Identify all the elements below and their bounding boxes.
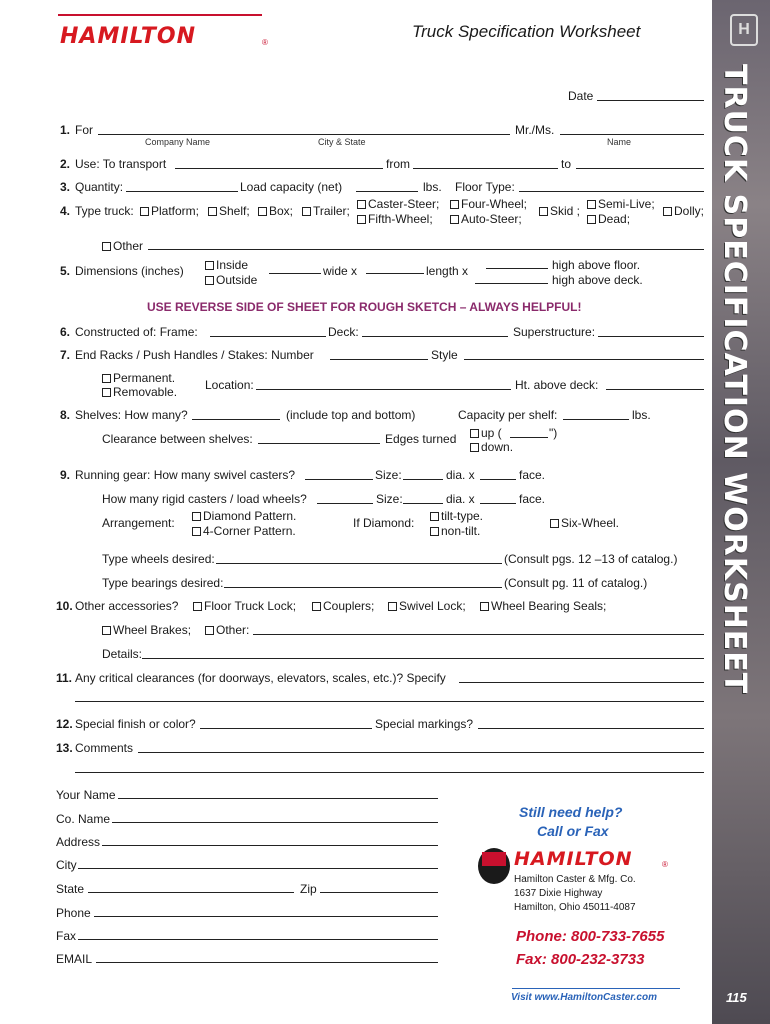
company-hint: Company Name bbox=[145, 137, 211, 147]
couplers-checkbox[interactable] bbox=[312, 602, 321, 611]
rigid-size-label: Size: bbox=[376, 492, 403, 506]
arrangement-label: Arrangement: bbox=[102, 516, 175, 530]
deck-height-label: high above deck. bbox=[552, 273, 643, 287]
height-floor-field[interactable] bbox=[486, 268, 548, 269]
frame-field[interactable] bbox=[210, 336, 326, 337]
six-wheel-checkbox[interactable] bbox=[550, 519, 559, 528]
zip-field[interactable] bbox=[320, 892, 438, 893]
inside-option[interactable]: Inside bbox=[205, 258, 248, 272]
couplers-option[interactable]: Couplers; bbox=[312, 599, 374, 613]
phone-label: Phone bbox=[56, 906, 91, 920]
co-name-field[interactable] bbox=[112, 822, 438, 823]
q12-number: 12. bbox=[56, 717, 73, 731]
fax-label: Fax bbox=[56, 929, 77, 943]
date-field[interactable] bbox=[597, 100, 704, 101]
from-label: from bbox=[386, 157, 410, 171]
sidebar-banner bbox=[712, 0, 770, 1024]
bearings-label: Type bearings desired: bbox=[102, 576, 224, 590]
q10-number: 10. bbox=[56, 599, 73, 613]
location-field[interactable] bbox=[256, 389, 511, 390]
help-logo: HAMILTON bbox=[514, 848, 633, 870]
rigid-face-field[interactable] bbox=[480, 503, 516, 504]
other-truck-checkbox[interactable] bbox=[102, 242, 111, 251]
type-truck-label: Type truck: bbox=[75, 204, 134, 218]
q9-number: 9. bbox=[60, 468, 71, 482]
q1-label: For bbox=[75, 123, 93, 137]
comments-field[interactable] bbox=[138, 752, 704, 753]
edges-down-option[interactable]: down. bbox=[470, 440, 513, 454]
platform-checkbox[interactable] bbox=[140, 207, 149, 216]
other-truck-option[interactable]: Other bbox=[102, 239, 143, 253]
nontilt-option[interactable]: non-tilt. bbox=[430, 524, 480, 538]
header-rule bbox=[58, 14, 262, 16]
superstructure-label: Superstructure: bbox=[513, 325, 596, 339]
swivel-face-field[interactable] bbox=[480, 479, 516, 480]
other-acc-checkbox[interactable] bbox=[205, 626, 214, 635]
trailer-option[interactable]: Trailer; bbox=[302, 204, 350, 218]
hamilton-logo: HAMILTON bbox=[60, 24, 197, 49]
shelves-label: Shelves: How many? bbox=[75, 408, 188, 422]
company-street: 1637 Dixie Highway bbox=[514, 888, 603, 899]
page-title: Truck Specification Worksheet bbox=[412, 22, 641, 41]
dolly-checkbox[interactable] bbox=[663, 207, 672, 216]
ht-deck-label: Ht. above deck: bbox=[515, 378, 599, 392]
ht-deck-field[interactable] bbox=[606, 389, 704, 390]
outside-option[interactable]: Outside bbox=[205, 273, 257, 287]
help-line2: Call or Fax bbox=[537, 823, 609, 839]
location-label: Location: bbox=[205, 378, 254, 392]
edges-up-checkbox[interactable] bbox=[470, 429, 479, 438]
floor-field[interactable] bbox=[519, 191, 704, 192]
quantity-label: Quantity: bbox=[75, 180, 124, 194]
swivel-face-label: face. bbox=[519, 468, 546, 482]
rigid-size-field[interactable] bbox=[403, 503, 443, 504]
help-line1: Still need help? bbox=[519, 804, 623, 820]
floor-lock-checkbox[interactable] bbox=[193, 602, 202, 611]
shelf-checkbox[interactable] bbox=[208, 207, 217, 216]
swivel-size-field[interactable] bbox=[403, 479, 443, 480]
floor-label: Floor Type: bbox=[455, 180, 515, 194]
phone-field[interactable] bbox=[94, 916, 438, 917]
floor-height-label: high above floor. bbox=[552, 258, 641, 272]
fax-number: Fax: 800-232-3733 bbox=[516, 951, 645, 968]
capacity-field[interactable] bbox=[563, 419, 629, 420]
four-wheel-checkbox[interactable] bbox=[450, 200, 459, 209]
to-field[interactable] bbox=[576, 168, 704, 169]
dolly-option[interactable]: Dolly; bbox=[663, 204, 704, 218]
bearings-ref: (Consult pg. 11 of catalog.) bbox=[504, 576, 648, 590]
transport-field[interactable] bbox=[175, 168, 383, 169]
wheels-field[interactable] bbox=[216, 563, 502, 564]
zip-label: Zip bbox=[300, 882, 317, 896]
phone-number: Phone: 800-733-7655 bbox=[516, 928, 665, 945]
clearances-label: Any critical clearances (for doorways, elevators, scales, etc.)? Specify bbox=[75, 671, 446, 685]
caster-steer-checkbox[interactable] bbox=[357, 200, 366, 209]
hamilton-wheel-icon bbox=[478, 848, 510, 884]
four-wheel-option[interactable]: Four-Wheel; bbox=[450, 197, 527, 211]
markings-field[interactable] bbox=[478, 728, 704, 729]
shelf-option[interactable]: Shelf; bbox=[208, 204, 250, 218]
help-registered-mark: ® bbox=[662, 860, 668, 869]
corner-checkbox[interactable] bbox=[192, 527, 201, 536]
edges-up-close: ") bbox=[549, 426, 558, 440]
permanent-checkbox[interactable] bbox=[102, 374, 111, 383]
sketch-notice: USE REVERSE SIDE OF SHEET FOR ROUGH SKETCH – ALWAYS HELPFUL! bbox=[147, 300, 582, 314]
clearance-label: Clearance between shelves: bbox=[102, 432, 253, 446]
dead-option[interactable]: Dead; bbox=[587, 212, 630, 226]
platform-option[interactable]: Platform; bbox=[140, 204, 199, 218]
details-label: Details: bbox=[102, 647, 143, 661]
style-label: Style bbox=[431, 348, 458, 362]
sidebar-title: TRUCK SPECIFICATION WORKSHEET bbox=[717, 64, 752, 695]
wheels-label: Type wheels desired: bbox=[102, 552, 215, 566]
number-field[interactable] bbox=[330, 359, 428, 360]
diamond-option[interactable]: Diamond Pattern. bbox=[192, 509, 296, 523]
city-hint: City & State bbox=[318, 137, 366, 147]
clearances-field-2[interactable] bbox=[75, 701, 704, 702]
seals-checkbox[interactable] bbox=[480, 602, 489, 611]
deck-field[interactable] bbox=[362, 336, 508, 337]
if-diamond-label: If Diamond: bbox=[353, 516, 415, 530]
address-field[interactable] bbox=[102, 845, 438, 846]
other-acc-option[interactable]: Other: bbox=[205, 623, 249, 637]
state-field[interactable] bbox=[88, 892, 294, 893]
dimensions-label: Dimensions (inches) bbox=[75, 264, 184, 278]
city-field[interactable] bbox=[78, 868, 438, 869]
q2-number: 2. bbox=[60, 157, 71, 171]
nontilt-checkbox[interactable] bbox=[430, 527, 439, 536]
to-label: to bbox=[561, 157, 572, 171]
dead-checkbox[interactable] bbox=[587, 215, 596, 224]
box-checkbox[interactable] bbox=[258, 207, 267, 216]
load-field[interactable] bbox=[356, 191, 418, 192]
mrms-label: Mr./Ms. bbox=[515, 123, 555, 137]
company-city: Hamilton, Ohio 45011-4087 bbox=[514, 902, 636, 913]
wheels-ref: (Consult pgs. 12 –13 of catalog.) bbox=[504, 552, 678, 566]
height-deck-field[interactable] bbox=[475, 283, 548, 284]
swivel-label: Running gear: How many swivel casters? bbox=[75, 468, 296, 482]
your-name-label: Your Name bbox=[56, 788, 116, 802]
comments-label: Comments bbox=[75, 741, 134, 755]
co-name-label: Co. Name bbox=[56, 812, 111, 826]
q11-number: 11. bbox=[56, 671, 73, 685]
semi-live-option[interactable]: Semi-Live; bbox=[587, 197, 655, 211]
email-label: EMAIL bbox=[56, 952, 93, 966]
removable-checkbox[interactable] bbox=[102, 388, 111, 397]
other-acc-field[interactable] bbox=[253, 634, 704, 635]
semi-live-checkbox[interactable] bbox=[587, 200, 596, 209]
inside-checkbox[interactable] bbox=[205, 261, 214, 270]
markings-label: Special markings? bbox=[375, 717, 474, 731]
auto-steer-option[interactable]: Auto-Steer; bbox=[450, 212, 522, 226]
q2-label: Use: To transport bbox=[75, 157, 167, 171]
frame-label: Constructed of: Frame: bbox=[75, 325, 198, 339]
city-label: City bbox=[56, 858, 77, 872]
permanent-option[interactable]: Permanent. bbox=[102, 371, 175, 385]
seals-option[interactable]: Wheel Bearing Seals; bbox=[480, 599, 606, 613]
six-wheel-option[interactable]: Six-Wheel. bbox=[550, 516, 619, 530]
edges-up-field[interactable] bbox=[510, 437, 548, 438]
lbs-label: lbs. bbox=[423, 180, 442, 194]
tilt-option[interactable]: tilt-type. bbox=[430, 509, 483, 523]
rigid-face-label: face. bbox=[519, 492, 546, 506]
q8-number: 8. bbox=[60, 408, 71, 422]
state-label: State bbox=[56, 882, 85, 896]
brakes-option[interactable]: Wheel Brakes; bbox=[102, 623, 191, 637]
capacity-label: Capacity per shelf: bbox=[458, 408, 558, 422]
edges-label: Edges turned bbox=[385, 432, 457, 446]
fifth-wheel-checkbox[interactable] bbox=[357, 215, 366, 224]
brakes-checkbox[interactable] bbox=[102, 626, 111, 635]
registered-mark: ® bbox=[262, 38, 268, 47]
tilt-checkbox[interactable] bbox=[430, 512, 439, 521]
your-name-field[interactable] bbox=[118, 798, 438, 799]
address-label: Address bbox=[56, 835, 101, 849]
comments-field-2[interactable] bbox=[75, 772, 704, 773]
details-field[interactable] bbox=[142, 658, 704, 659]
capacity-lbs: lbs. bbox=[632, 408, 651, 422]
web-rule bbox=[512, 988, 680, 989]
skid-option[interactable]: Skid ; bbox=[539, 204, 580, 218]
other-truck-field[interactable] bbox=[148, 249, 704, 250]
finish-field[interactable] bbox=[200, 728, 372, 729]
q3-number: 3. bbox=[60, 180, 71, 194]
superstructure-field[interactable] bbox=[598, 336, 704, 337]
fax-field[interactable] bbox=[78, 939, 438, 940]
length-field[interactable] bbox=[366, 273, 424, 274]
q5-number: 5. bbox=[60, 264, 71, 278]
quantity-field[interactable] bbox=[126, 191, 238, 192]
swivel-lock-checkbox[interactable] bbox=[388, 602, 397, 611]
contact-name-field[interactable] bbox=[560, 134, 704, 135]
style-field[interactable] bbox=[464, 359, 704, 360]
deck-label: Deck: bbox=[328, 325, 359, 339]
q4-number: 4. bbox=[60, 204, 71, 218]
removable-option[interactable]: Removable. bbox=[102, 385, 177, 399]
auto-steer-checkbox[interactable] bbox=[450, 215, 459, 224]
hamilton-emblem-icon: H bbox=[730, 14, 758, 46]
include-note: (include top and bottom) bbox=[286, 408, 416, 422]
shelves-field[interactable] bbox=[192, 419, 280, 420]
skid-checkbox[interactable] bbox=[539, 207, 548, 216]
q13-number: 13. bbox=[56, 741, 73, 755]
swivel-dia-label: dia. x bbox=[446, 468, 475, 482]
wide-field[interactable] bbox=[269, 273, 321, 274]
fifth-wheel-option[interactable]: Fifth-Wheel; bbox=[357, 212, 433, 226]
swivel-count-field[interactable] bbox=[305, 479, 373, 480]
date-label: Date bbox=[568, 89, 594, 103]
end-racks-label: End Racks / Push Handles / Stakes: Number bbox=[75, 348, 314, 362]
outside-checkbox[interactable] bbox=[205, 276, 214, 285]
trailer-checkbox[interactable] bbox=[302, 207, 311, 216]
edges-down-checkbox[interactable] bbox=[470, 443, 479, 452]
corner-option[interactable]: 4-Corner Pattern. bbox=[192, 524, 296, 538]
length-label: length x bbox=[426, 264, 469, 278]
diamond-checkbox[interactable] bbox=[192, 512, 201, 521]
page-number: 115 bbox=[726, 990, 747, 1005]
rigid-count-field[interactable] bbox=[317, 503, 373, 504]
floor-lock-option[interactable]: Floor Truck Lock; bbox=[193, 599, 296, 613]
name-hint: Name bbox=[607, 137, 632, 147]
website-link[interactable]: Visit www.HamiltonCaster.com bbox=[511, 992, 657, 1003]
swivel-size-label: Size: bbox=[375, 468, 402, 482]
q1-number: 1. bbox=[60, 123, 71, 137]
rigid-label: How many rigid casters / load wheels? bbox=[102, 492, 307, 506]
company-name: Hamilton Caster & Mfg. Co. bbox=[514, 874, 636, 885]
finish-label: Special finish or color? bbox=[75, 717, 196, 731]
bearings-field[interactable] bbox=[224, 587, 502, 588]
rigid-dia-label: dia. x bbox=[446, 492, 475, 506]
load-label: Load capacity (net) bbox=[240, 180, 343, 194]
email-field[interactable] bbox=[96, 962, 438, 963]
caster-steer-option[interactable]: Caster-Steer; bbox=[357, 197, 439, 211]
wide-label: wide x bbox=[323, 264, 358, 278]
swivel-lock-option[interactable]: Swivel Lock; bbox=[388, 599, 466, 613]
clearances-field[interactable] bbox=[459, 682, 704, 683]
box-option[interactable]: Box; bbox=[258, 204, 293, 218]
from-field[interactable] bbox=[413, 168, 558, 169]
q6-number: 6. bbox=[60, 325, 71, 339]
q7-number: 7. bbox=[60, 348, 71, 362]
accessories-label: Other accessories? bbox=[75, 599, 179, 613]
edges-up-option[interactable]: up ( bbox=[470, 426, 502, 440]
company-field[interactable] bbox=[98, 134, 510, 135]
clearance-field[interactable] bbox=[258, 443, 380, 444]
